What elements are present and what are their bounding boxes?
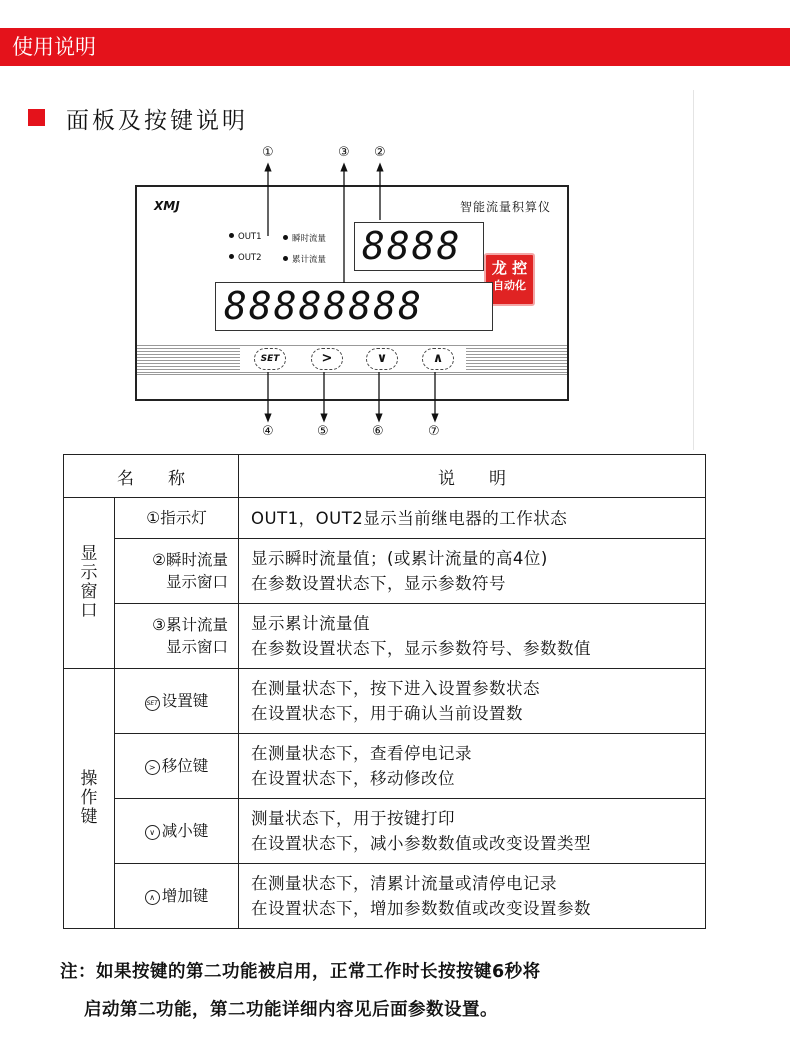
callout-3: ③: [338, 145, 350, 160]
down-key-icon: ∨: [145, 825, 160, 840]
row-desc: 在测量状态下，清累计流量或清停电记录 在设置状态下，增加参数数值或改变设置参数: [239, 864, 706, 929]
callout-arrows: [0, 0, 790, 460]
up-key-icon: ∧: [145, 890, 160, 905]
note-line-1: 注：如果按键的第二功能被启用，正常工作时长按按键6秒将: [60, 962, 541, 982]
set-key[interactable]: SET: [240, 347, 298, 371]
group-operate-label: 操作键: [80, 769, 98, 827]
row-name: ∨ 减小键: [115, 799, 239, 864]
row-desc: 显示累计流量值 在参数设置状态下，显示参数符号、参数数值: [239, 604, 706, 669]
row-name: SET 设置键: [115, 669, 239, 734]
instant-flow-digits: 8888: [362, 224, 462, 268]
table-header-name: 名 称: [64, 455, 239, 498]
model-name: 智能流量积算仪: [459, 200, 551, 214]
row-name: > 移位键: [115, 734, 239, 799]
table-row: [64, 539, 706, 604]
callout-6: ⑥: [372, 424, 384, 439]
down-key[interactable]: ∨: [352, 347, 410, 371]
row-desc: 在测量状态下，按下进入设置参数状态 在设置状态下，用于确认当前设置数: [239, 669, 706, 734]
table-row: [64, 799, 706, 864]
row-name: ①指示灯: [115, 498, 239, 539]
shift-key-icon: >: [145, 760, 160, 775]
table-header-desc: 说 明: [239, 455, 706, 498]
up-key[interactable]: ∧: [408, 347, 466, 371]
set-key-icon: SET: [145, 696, 160, 711]
row-name: ③累计流量 显示窗口: [115, 604, 239, 669]
header-title: 使用说明: [12, 35, 96, 59]
section-title: 面板及按键说明: [66, 108, 248, 134]
row-desc: 在测量状态下，查看停电记录 在设置状态下，移动修改位: [239, 734, 706, 799]
callout-2: ②: [374, 145, 386, 160]
row-desc: OUT1，OUT2显示当前继电器的工作状态: [239, 498, 706, 539]
row-name: ∧ 增加键: [115, 864, 239, 929]
total-flow-digits: 88888888: [224, 284, 424, 328]
row-desc: 显示瞬时流量值；(或累计流量的高4位) 在参数设置状态下，显示参数符号: [239, 539, 706, 604]
indicator-total: 累计流量: [283, 253, 326, 265]
callout-5: ⑤: [317, 424, 329, 439]
group-display: [64, 498, 115, 669]
function-table: [63, 454, 706, 929]
table-row: [64, 734, 706, 799]
note-line-2: 启动第二功能，第二功能详细内容见后面参数设置。: [84, 1000, 498, 1020]
indicator-out1: OUT1: [229, 232, 262, 242]
callout-7: ⑦: [428, 424, 440, 439]
table-row: [64, 669, 706, 734]
watermark-stamp: 龙 控 自动化: [484, 253, 535, 306]
group-display-label: 显示窗口: [80, 544, 98, 621]
callout-1: ①: [262, 145, 274, 160]
indicator-instant: 瞬时流量: [283, 232, 326, 244]
group-operate: [64, 669, 115, 929]
table-row: [64, 864, 706, 929]
indicator-out2: OUT2: [229, 253, 262, 263]
table-row: [64, 498, 706, 539]
callout-4: ④: [262, 424, 274, 439]
row-name: ②瞬时流量 显示窗口: [115, 539, 239, 604]
brand-logo: XMJ: [154, 199, 180, 213]
table-row: [64, 604, 706, 669]
row-desc: 测量状态下，用于按键打印 在设置状态下，减小参数数值或改变设置类型: [239, 799, 706, 864]
shift-key[interactable]: >: [297, 347, 355, 371]
